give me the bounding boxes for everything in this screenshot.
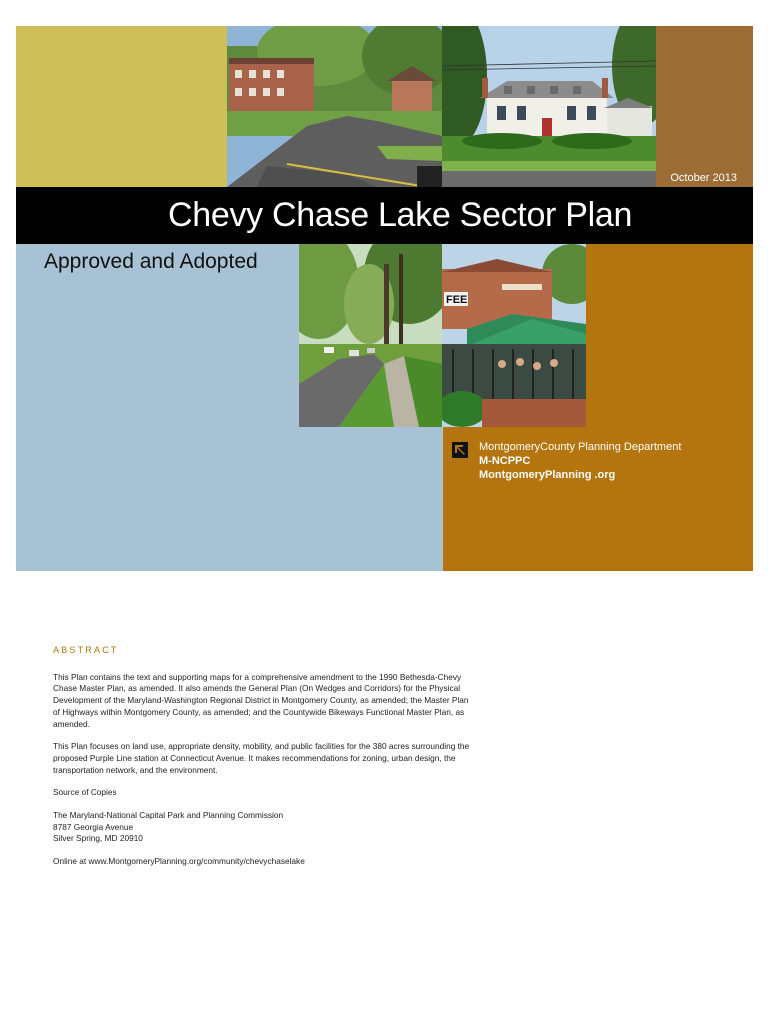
brown-block xyxy=(656,26,753,187)
document-subtitle: Approved and Adopted xyxy=(44,250,258,273)
agency-name: M-NCPPC xyxy=(479,455,531,467)
abstract-heading: ABSTRACT xyxy=(53,645,119,655)
department-website: MontgomeryPlanning .org xyxy=(479,469,616,481)
abstract-paragraph-1: This Plan contains the text and supporting maps for a comprehensive amendment to the 1990 Bethesda-Chevy Chase Master Plan, as amended. It also amends the General Plan (On Wedges and Corridors) for the Physical Development of the Maryland-Washington Regional District in Montgomery County, as amended; the Master Plan of Highways within Montgomery County, as amended; and the Countywide Bikeways Functional Master Plan, as amended. xyxy=(53,671,469,729)
apartment-street-photo xyxy=(227,26,442,187)
source-heading: Source of Copies xyxy=(53,787,117,798)
abstract-section xyxy=(53,645,473,879)
yellow-block xyxy=(16,26,227,187)
address-block xyxy=(53,810,473,845)
online-label: Online at xyxy=(53,856,87,867)
publication-date: October 2013 xyxy=(670,172,737,184)
abstract-paragraph-2: This Plan focuses on land use, appropriate density, mobility, and public facilities for the 380 acres surrounding the proposed Purple Line station at Connecticut Avenue. It makes recommendations for zoning, urban design, the transportation network, and the environment. xyxy=(53,741,470,775)
cover-page xyxy=(16,26,753,571)
online-line xyxy=(53,856,473,868)
svg-text:FEE: FEE xyxy=(446,294,468,306)
outdoor-cafe-photo xyxy=(442,244,586,427)
address-line-3: Silver Spring, MD 20910 xyxy=(53,833,143,844)
online-url[interactable]: www.MontgomeryPlanning.org/community/chevychaselake xyxy=(88,856,305,867)
title-bar xyxy=(16,187,753,244)
address-line-2: 8787 Georgia Avenue xyxy=(53,821,134,832)
tree-lined-road-photo xyxy=(299,244,442,427)
address-line-1: The Maryland-National Capital Park and Planning Commission xyxy=(53,810,284,821)
planning-logo-icon xyxy=(452,442,468,458)
colonial-house-photo xyxy=(442,26,656,187)
department-name: MontgomeryCounty Planning Department xyxy=(479,441,682,453)
document-title: Chevy Chase Lake Sector Plan xyxy=(168,196,633,234)
